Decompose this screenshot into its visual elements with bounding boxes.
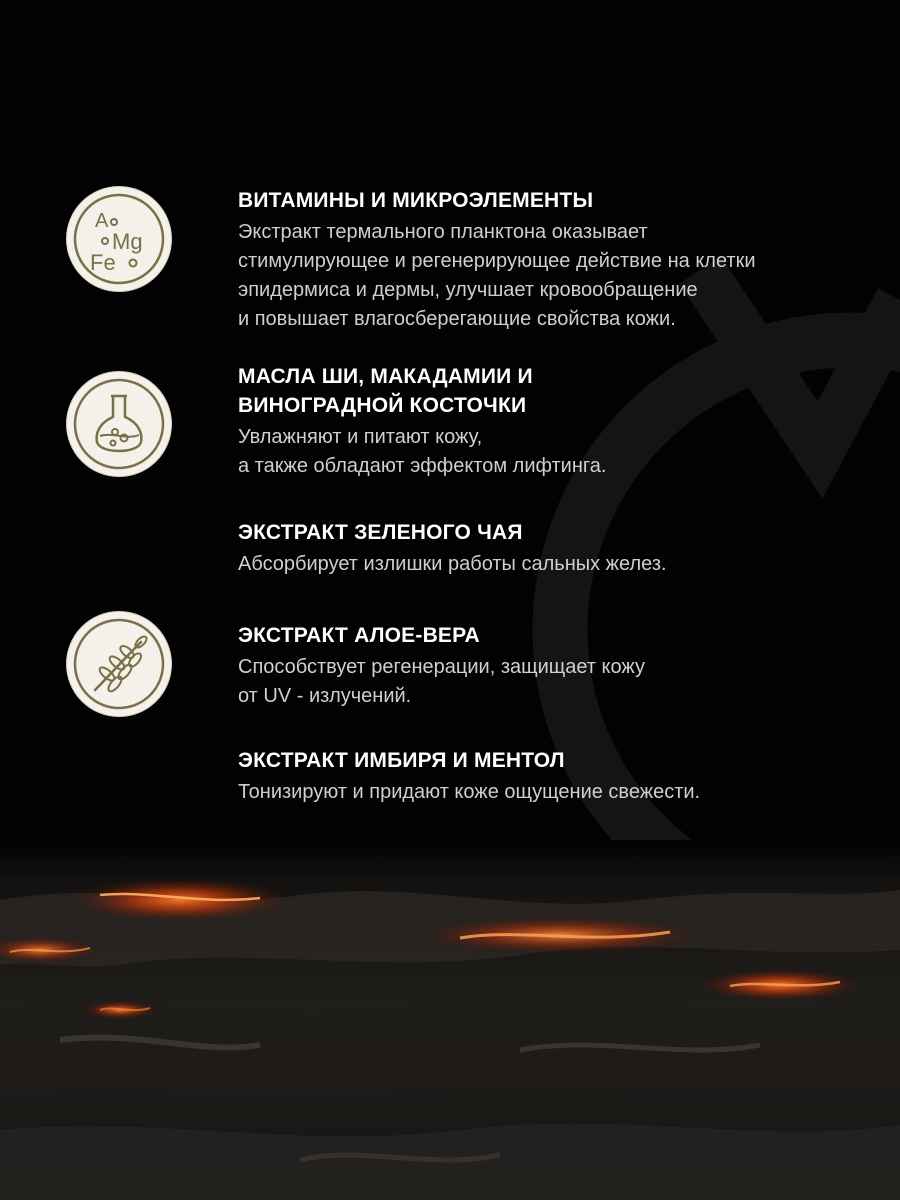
ingredient-title: ЭКСТРАКТ ЗЕЛЕНОГО ЧАЯ: [238, 521, 523, 544]
ingredient-description: Абсорбирует излишки работы сальных желез.: [238, 553, 667, 575]
ingredient-green-tea: [238, 518, 878, 579]
ingredient-description: Увлажняют и питают кожу, а также обладают эффектом лифтинга.: [238, 426, 607, 477]
leaf-branch-icon: [67, 612, 171, 716]
ingredient-title: МАСЛА ШИ, МАКАДАМИИ И ВИНОГРАДНОЙ КОСТОЧКИ: [238, 365, 533, 417]
lava-background-image: [0, 840, 900, 1200]
flask-icon: [67, 372, 171, 476]
ingredient-aloe-vera: [238, 621, 878, 711]
mineral-label-fe: Fe: [90, 250, 116, 275]
ingredient-ginger-menthol: [238, 746, 878, 807]
mineral-label-mg: Mg: [112, 229, 143, 254]
ingredient-vitamins: [238, 186, 878, 334]
minerals-icon: [67, 187, 171, 291]
ingredient-title: ВИТАМИНЫ И МИКРОЭЛЕМЕНТЫ: [238, 189, 594, 212]
ingredient-oils: [238, 362, 878, 481]
ingredient-title: ЭКСТРАКТ ИМБИРЯ И МЕНТОЛ: [238, 749, 565, 772]
ingredient-description: Экстракт термального планктона оказывает стимулирующее и регенерирующее действие на клетки эпидермиса и дермы, улучшает кровообращение и повышает влагосберегающие свойства кожи.: [238, 221, 756, 330]
ingredient-description: Способствует регенерации, защищает кожу от UV - излучений.: [238, 656, 645, 707]
ingredient-description: Тонизируют и придают коже ощущение свежести.: [238, 781, 701, 803]
ingredient-title: ЭКСТРАКТ АЛОЕ-ВЕРА: [238, 624, 480, 647]
mineral-label-a: A: [95, 210, 109, 232]
